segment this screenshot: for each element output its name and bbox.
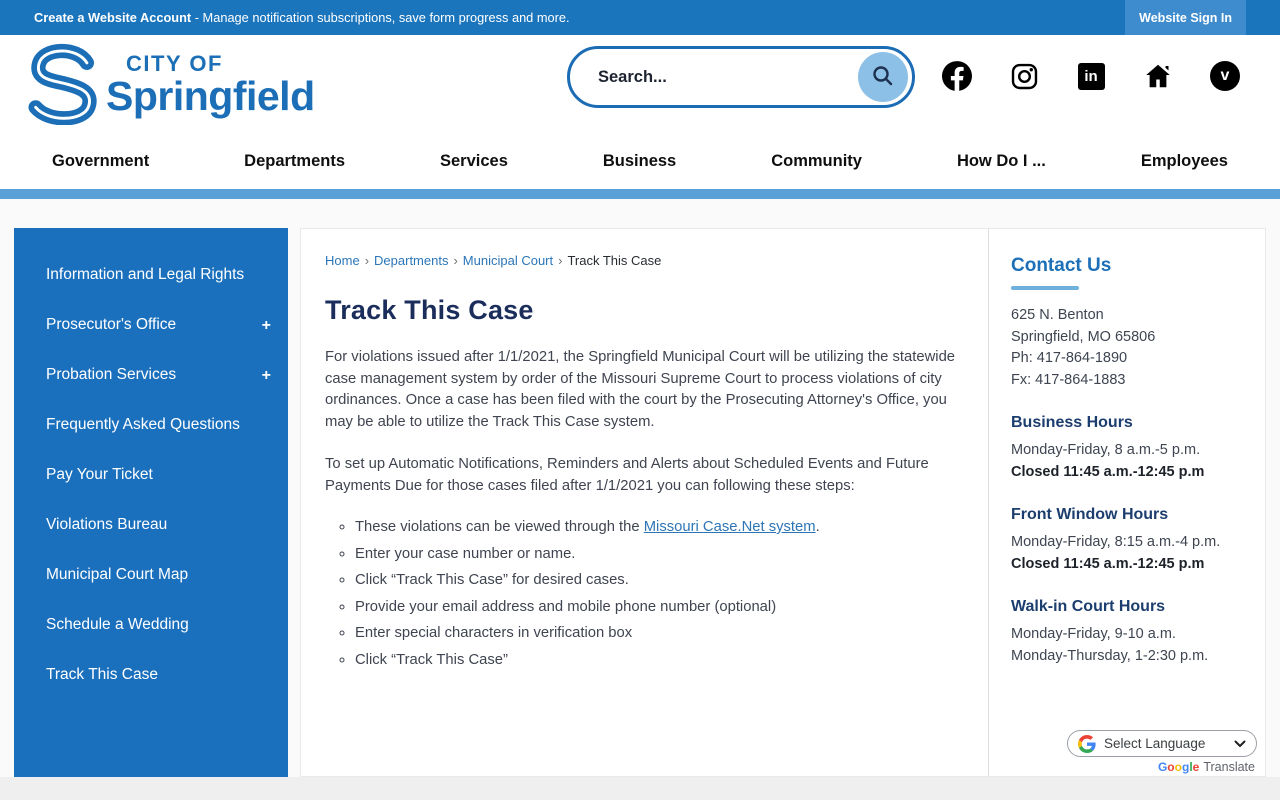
nav-item-employees[interactable]: Employees (1140, 151, 1228, 170)
expand-plus-icon[interactable]: + (261, 367, 271, 384)
linkedin-glyph: in (1078, 63, 1105, 90)
heading-underline (1011, 286, 1079, 290)
breadcrumb-separator: › (453, 253, 458, 268)
vimeo-icon[interactable] (1210, 61, 1240, 91)
nav-item-services[interactable]: Services (440, 151, 508, 170)
hours-line: Monday-Friday, 8:15 a.m.-4 p.m. (1011, 534, 1221, 550)
sidebar-item-information-legal-rights[interactable] (14, 263, 288, 287)
list-item (355, 519, 962, 535)
page-title: Track This Case (325, 295, 534, 325)
footer-gap (0, 777, 1280, 800)
home-icon[interactable] (1143, 61, 1173, 91)
search-icon (870, 63, 896, 92)
hours-line: Monday-Thursday, 1-2:30 p.m. (1011, 648, 1209, 664)
sidebar-item-label: Schedule a Wedding (46, 616, 189, 633)
front-window-hours-heading: Front Window Hours (1011, 506, 1169, 523)
translate-word: Translate (1203, 760, 1255, 774)
top-bar (0, 0, 1280, 35)
list-item (355, 652, 962, 668)
sidebar-item-probation-services[interactable] (14, 363, 288, 387)
instagram-icon[interactable] (1009, 61, 1039, 91)
business-hours-section (1011, 414, 1251, 483)
create-account-link[interactable]: Create a Website Account (34, 10, 192, 25)
sidebar-item-pay-your-ticket[interactable] (14, 463, 288, 487)
vimeo-glyph: v (1210, 61, 1240, 91)
site-logo[interactable] (18, 41, 315, 130)
nav-item-government[interactable]: Government (52, 151, 150, 170)
step-text: Provide your email address and mobile phone number (optional) (355, 598, 777, 615)
search-bar (567, 46, 915, 108)
breadcrumb-separator: › (364, 253, 370, 268)
search-button[interactable] (858, 52, 908, 102)
sidebar-item-label: Municipal Court Map (46, 566, 189, 583)
list-item (355, 625, 962, 641)
logo-city-of: CITY OF (126, 51, 223, 76)
breadcrumb-home[interactable]: Home (325, 253, 360, 268)
website-sign-in-button[interactable]: Website Sign In (1125, 0, 1246, 35)
address-line: 625 N. Benton (1011, 307, 1104, 323)
contact-panel (988, 229, 1265, 776)
google-translate-attribution[interactable] (1158, 760, 1255, 774)
phone-line: Ph: 417-864-1890 (1011, 350, 1128, 366)
sidebar-item-label: Violations Bureau (46, 516, 168, 533)
select-language-label: Select Language (1104, 736, 1206, 751)
chevron-down-icon (1234, 740, 1246, 748)
breadcrumb-current: Track This Case (567, 253, 662, 268)
hours-line: Monday-Friday, 8 a.m.-5 p.m. (1011, 442, 1201, 458)
main-content (301, 229, 988, 678)
sidebar-item-label: Probation Services (46, 366, 177, 383)
walkin-court-hours-section (1011, 598, 1251, 667)
business-hours-heading: Business Hours (1011, 414, 1133, 431)
address-line: Springfield, MO 65806 (1011, 328, 1156, 345)
step-text: Click “Track This Case” (355, 651, 508, 668)
front-window-hours-section (1011, 506, 1251, 575)
linkedin-icon[interactable] (1076, 61, 1106, 91)
sidebar-item-label: Pay Your Ticket (46, 466, 153, 483)
logo-springfield: Springfield (106, 73, 315, 119)
section-sidebar (14, 228, 288, 777)
google-g-icon (1078, 735, 1096, 753)
step-text: Enter special characters in verification box (355, 625, 633, 641)
intro-paragraph: For violations issued after 1/1/2021, the Springfield Municipal Court will be utilizing the statewide case management system by order of the Missouri Supreme Court to process violations of city ordinances. Once a case has been filed with the court by the Prosecuting Attorney's Office, you may be able to utilize the Track This Case system. (325, 349, 956, 430)
sidebar-menu (14, 228, 288, 687)
sidebar-item-label: Information and Legal Rights (46, 266, 245, 283)
sidebar-item-track-this-case[interactable] (14, 663, 288, 687)
account-promo-rest: - Manage notification subscriptions, save form progress and more. (191, 10, 570, 25)
steps-list (325, 519, 962, 668)
hours-line: Monday-Friday, 9-10 a.m. (1011, 626, 1176, 642)
sidebar-item-faq[interactable] (14, 413, 288, 437)
google-wordmark: Google (1157, 760, 1200, 774)
main-nav (0, 142, 1280, 180)
expand-plus-icon[interactable]: + (261, 317, 271, 334)
hours-closed-line: Closed 11:45 a.m.-12:45 p.m (1011, 464, 1205, 480)
social-links (942, 61, 1240, 91)
nav-item-business[interactable]: Business (602, 151, 677, 170)
step-text: Click “Track This Case” for desired cases. (355, 572, 629, 588)
search-input[interactable] (598, 49, 838, 105)
google-translate-select[interactable] (1067, 730, 1257, 757)
step-text: These violations can be viewed through the (355, 519, 644, 535)
step-text: Enter your case number or name. (355, 545, 576, 562)
nav-item-how-do-i[interactable]: How Do I ... (956, 151, 1046, 170)
nav-item-community[interactable]: Community (771, 151, 862, 170)
sidebar-item-municipal-court-map[interactable] (14, 563, 288, 587)
sidebar-item-schedule-a-wedding[interactable] (14, 613, 288, 637)
steps-intro-paragraph: To set up Automatic Notifications, Reminders and Alerts about Scheduled Events and Future Payments Due for those cases filed after 1/1/2021 you can following these steps: (325, 456, 929, 494)
breadcrumb (325, 253, 962, 268)
sidebar-item-label: Frequently Asked Questions (46, 416, 240, 433)
nav-item-departments[interactable]: Departments (244, 151, 346, 170)
breadcrumb-municipal-court[interactable]: Municipal Court (462, 253, 554, 268)
breadcrumb-departments[interactable]: Departments (374, 253, 449, 268)
contact-us-heading: Contact Us (1011, 255, 1112, 276)
list-item (355, 572, 962, 588)
sidebar-item-prosecutors-office[interactable] (14, 313, 288, 337)
content-card (300, 228, 1266, 777)
sidebar-item-violations-bureau[interactable] (14, 513, 288, 537)
walkin-court-hours-heading: Walk-in Court Hours (1011, 598, 1166, 615)
city-logo-mark-icon (18, 41, 102, 130)
hours-closed-line: Closed 11:45 a.m.-12:45 p.m (1011, 556, 1205, 572)
accent-strip (0, 189, 1280, 199)
facebook-icon[interactable] (942, 61, 972, 91)
sidebar-item-label: Track This Case (46, 666, 158, 683)
fax-line: Fx: 417-864-1883 (1011, 371, 1126, 388)
list-item (355, 599, 962, 615)
list-item (355, 546, 962, 562)
account-promo-text[interactable] (34, 0, 570, 35)
breadcrumb-separator: › (558, 253, 563, 268)
logo-wordmark (106, 51, 315, 120)
step-text: . (815, 519, 820, 535)
missouri-casenet-link[interactable]: Missouri Case.Net system (643, 519, 816, 535)
sidebar-item-label: Prosecutor's Office (46, 316, 177, 333)
